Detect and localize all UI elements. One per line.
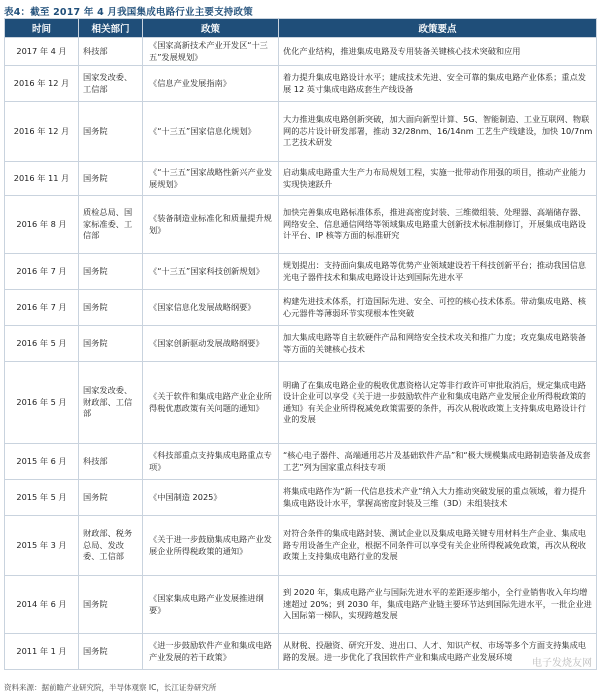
table-row bbox=[5, 66, 597, 102]
table-header-row bbox=[5, 19, 597, 38]
cell-policy: 《中国制造 2025》 bbox=[143, 480, 279, 516]
cell-dept: 国务院 bbox=[79, 326, 143, 362]
cell-time: 2016 年 11 月 bbox=[5, 162, 79, 196]
cell-points: 到 2020 年，集成电路产业与国际先进水平的差距逐步缩小，全行业销售收入年均增速超过 20%；到 2030 年，集成电路产业链主要环节达到国际先进水平，一批企业进入国际第一梯队，实现跨越发展 bbox=[279, 576, 597, 634]
table-row bbox=[5, 576, 597, 634]
cell-points: 着力提升集成电路设计水平；建成技术先进、安全可靠的集成电路产业体系；重点发展 12 英寸集成电路成套生产线设备 bbox=[279, 66, 597, 102]
cell-policy: 《“十三五”国家战略性新兴产业发展规划》 bbox=[143, 162, 279, 196]
cell-policy: 《关于进一步鼓励集成电路产业发展企业所得税政策的通知》 bbox=[143, 516, 279, 576]
cell-dept: 国务院 bbox=[79, 102, 143, 162]
cell-dept: 科技部 bbox=[79, 38, 143, 66]
cell-policy: 《科技部重点支持集成电路重点专项》 bbox=[143, 444, 279, 480]
cell-dept: 国家发改委、财政部、工信部 bbox=[79, 362, 143, 444]
cell-points: 大力推进集成电路创新突破，加大面向新型计算、5G、智能制造、工业互联网、物联网的芯片设计研发部署，推动 32/28nm、16/14nm 工艺生产线建设，加快 10/7nm 工艺技术研发 bbox=[279, 102, 597, 162]
cell-points: 从财税、投融资、研究开发、进出口、人才、知识产权、市场等多个方面支持集成电路的发展。进一步优化了我国软件产业和集成电路产业发展环境 bbox=[279, 634, 597, 670]
table-row bbox=[5, 254, 597, 290]
cell-policy: 《国家信息化发展战略纲要》 bbox=[143, 290, 279, 326]
table-row bbox=[5, 38, 597, 66]
cell-dept: 国务院 bbox=[79, 634, 143, 670]
table-row bbox=[5, 102, 597, 162]
cell-time: 2016 年 5 月 bbox=[5, 326, 79, 362]
cell-dept: 国务院 bbox=[79, 254, 143, 290]
cell-time: 2011 年 1 月 bbox=[5, 634, 79, 670]
cell-dept: 财政部、税务总局、发改委、工信部 bbox=[79, 516, 143, 576]
watermark-text: 电子发烧友网 bbox=[532, 658, 592, 669]
cell-time: 2016 年 7 月 bbox=[5, 290, 79, 326]
cell-time: 2017 年 4 月 bbox=[5, 38, 79, 66]
cell-policy: 《装备制造业标准化和质量提升规划》 bbox=[143, 196, 279, 254]
cell-time: 2014 年 6 月 bbox=[5, 576, 79, 634]
cell-policy: 《国家高新技术产业开发区“十三五”发展规划》 bbox=[143, 38, 279, 66]
cell-time: 2015 年 3 月 bbox=[5, 516, 79, 576]
table-row bbox=[5, 290, 597, 326]
cell-time: 2015 年 5 月 bbox=[5, 480, 79, 516]
cell-time: 2016 年 12 月 bbox=[5, 102, 79, 162]
cell-policy: 《进一步鼓励软件产业和集成电路产业发展的若干政策》 bbox=[143, 634, 279, 670]
policy-table bbox=[4, 18, 597, 670]
cell-points: 加大集成电路等自主软硬件产品和网络安全技术攻关和推广力度；攻克集成电路装备等方面的关键核心技术 bbox=[279, 326, 597, 362]
table-row bbox=[5, 162, 597, 196]
cell-dept: 科技部 bbox=[79, 444, 143, 480]
cell-points: 加快完善集成电路标准体系，推进高密度封装、三维微组装、处理器、高端储存器、网络安全、信息通信网络等领域集成电路重大创新技术标准制修订，开展集成电路设计平台、IP 核等方面的标准研究 bbox=[279, 196, 597, 254]
header-dept: 相关部门 bbox=[79, 19, 143, 38]
cell-points: 对符合条件的集成电路封装、测试企业以及集成电路关键专用材料生产企业、集成电路专用设备生产企业，根据不同条件可以享受有关企业所得税减免政策，再次从税收政策上支持集成电路行业的发展 bbox=[279, 516, 597, 576]
cell-points: 将集成电路作为“新一代信息技术产业”纳入大力推动突破发展的重点领域，着力提升集成电路设计水平，掌握高密度封装及三维（3D）未组装技术 bbox=[279, 480, 597, 516]
cell-time: 2016 年 8 月 bbox=[5, 196, 79, 254]
cell-dept: 国务院 bbox=[79, 162, 143, 196]
cell-policy: 《“十三五”国家信息化规划》 bbox=[143, 102, 279, 162]
table-row bbox=[5, 634, 597, 670]
cell-time: 2015 年 6 月 bbox=[5, 444, 79, 480]
cell-time: 2016 年 7 月 bbox=[5, 254, 79, 290]
table-row bbox=[5, 362, 597, 444]
cell-policy: 《国家集成电路产业发展推进纲要》 bbox=[143, 576, 279, 634]
header-policy: 政策 bbox=[143, 19, 279, 38]
table-row bbox=[5, 480, 597, 516]
table-caption: 表4：截至 2017 年 4 月我国集成电路行业主要支持政策 bbox=[4, 7, 253, 18]
header-points: 政策要点 bbox=[279, 19, 597, 38]
cell-dept: 国务院 bbox=[79, 290, 143, 326]
cell-points: 构建先进技术体系，打造国际先进、安全、可控的核心技术体系。带动集成电路、核心元器件等薄弱环节实现根本性突破 bbox=[279, 290, 597, 326]
cell-dept: 质检总局、国家标准委、工信部 bbox=[79, 196, 143, 254]
cell-points: “核心电子器件、高端通用芯片及基础软件产品”和“极大规模集成电路制造装备及成套工艺”列为国家重点科技专项 bbox=[279, 444, 597, 480]
cell-time: 2016 年 5 月 bbox=[5, 362, 79, 444]
cell-points: 启动集成电路重大生产力布局规划工程，实施一批带动作用强的项目，推动产业能力实现快速跃升 bbox=[279, 162, 597, 196]
header-time: 时间 bbox=[5, 19, 79, 38]
cell-points: 规划提出：支持面向集成电路等优势产业领域建设若干科技创新平台；推动我国信息光电子器件技术和集成电路设计达到国际先进水平 bbox=[279, 254, 597, 290]
table-row bbox=[5, 196, 597, 254]
table-row bbox=[5, 516, 597, 576]
cell-points: 明确了在集成电路企业的税收优惠资格认定等非行政许可审批取消后，规定集成电路设计企业可以享受《关于进一步鼓励软件产业和集成电路产业发展企业所得税政策的通知》有关企业所得税减免政策需要的条件，再次从税收政策上支持集成电路设计行业的发展 bbox=[279, 362, 597, 444]
cell-time: 2016 年 12 月 bbox=[5, 66, 79, 102]
source-note: 资料来源：据前瞻产业研究院，半导体观察 IC，长江证券研究所 bbox=[4, 683, 217, 692]
cell-policy: 《“十三五”国家科技创新规划》 bbox=[143, 254, 279, 290]
cell-policy: 《国家创新驱动发展战略纲要》 bbox=[143, 326, 279, 362]
cell-policy: 《关于软件和集成电路产业企业所得税优惠政策有关问题的通知》 bbox=[143, 362, 279, 444]
table-row bbox=[5, 444, 597, 480]
cell-dept: 国家发改委、工信部 bbox=[79, 66, 143, 102]
cell-points: 优化产业结构，推进集成电路及专用装备关键核心技术突破和应用 bbox=[279, 38, 597, 66]
cell-dept: 国务院 bbox=[79, 576, 143, 634]
cell-policy: 《信息产业发展指南》 bbox=[143, 66, 279, 102]
table-row bbox=[5, 326, 597, 362]
cell-dept: 国务院 bbox=[79, 480, 143, 516]
